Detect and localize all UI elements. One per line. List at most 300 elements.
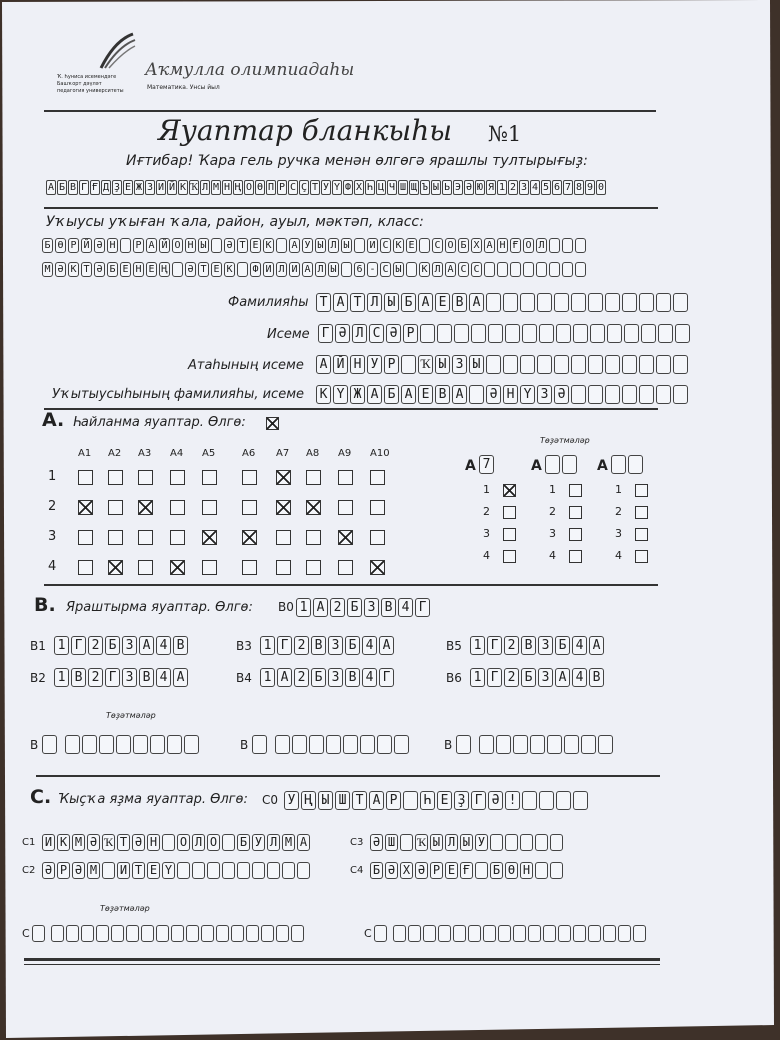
b-correction-cell[interactable] xyxy=(275,735,290,754)
teacher-char-cell[interactable]: А xyxy=(401,385,416,404)
patronymic-char-cell[interactable] xyxy=(588,355,603,374)
surname-char-cell[interactable] xyxy=(656,293,671,312)
teacher-char-cell[interactable]: Е xyxy=(418,385,433,404)
c-answer-char-cell[interactable] xyxy=(550,862,563,879)
c-correction-cell[interactable] xyxy=(66,925,79,942)
b-correction-cells[interactable] xyxy=(42,735,201,754)
b-answer-char-cell[interactable]: В xyxy=(173,636,188,655)
surname-char-cell[interactable] xyxy=(520,293,535,312)
school-char-cell[interactable] xyxy=(549,262,560,277)
teacher-char-cell[interactable]: Н xyxy=(503,385,518,404)
name-char-cell[interactable] xyxy=(522,324,537,343)
b-answer-char-cell[interactable]: А xyxy=(589,636,604,655)
c-correction-cell[interactable] xyxy=(51,925,64,942)
c-answer-char-cell[interactable]: Ә xyxy=(72,862,85,879)
teacher-char-cell[interactable]: Ә xyxy=(486,385,501,404)
patronymic-field[interactable] xyxy=(316,355,690,374)
c-correction-cells[interactable] xyxy=(32,925,306,942)
school-char-cell[interactable]: Ы xyxy=(198,238,209,253)
c-correction-cell[interactable] xyxy=(141,925,154,942)
b-answer-char-cell[interactable]: 2 xyxy=(294,636,309,655)
patronymic-char-cell[interactable]: Й xyxy=(333,355,348,374)
school-char-cell[interactable]: Р xyxy=(133,238,144,253)
answer-checkbox[interactable] xyxy=(306,470,321,485)
surname-field[interactable] xyxy=(316,293,690,312)
answer-checkbox[interactable] xyxy=(338,500,353,515)
c-answer-char-cell[interactable] xyxy=(297,862,310,879)
b-correction-cell[interactable] xyxy=(598,735,613,754)
c-answer-char-cell[interactable] xyxy=(237,862,250,879)
answer-checkbox[interactable] xyxy=(242,530,257,545)
b-correction-cell[interactable] xyxy=(309,735,324,754)
c-correction-cell[interactable] xyxy=(618,925,631,942)
patronymic-char-cell[interactable] xyxy=(486,355,501,374)
b-answer-char-cell[interactable]: Б xyxy=(521,668,536,687)
answer-checkbox[interactable] xyxy=(170,470,185,485)
c-answer-char-cell[interactable] xyxy=(162,834,175,851)
b-correction-cell[interactable] xyxy=(360,735,375,754)
b-correction-cell[interactable] xyxy=(292,735,307,754)
teacher-char-cell[interactable]: А xyxy=(452,385,467,404)
c-correction-cell[interactable] xyxy=(573,925,586,942)
correction-checkbox[interactable] xyxy=(635,484,648,497)
b-answer-char-cell[interactable]: Г xyxy=(71,636,86,655)
c-answer-char-cell[interactable] xyxy=(490,834,503,851)
b-answer-char-cell[interactable]: Б xyxy=(345,636,360,655)
c-answer-char-cell[interactable]: Ә xyxy=(42,862,55,879)
c-answer-char-cell[interactable]: М xyxy=(282,834,295,851)
school-char-cell[interactable]: О xyxy=(445,238,456,253)
c-answer-char-cell[interactable]: И xyxy=(117,862,130,879)
c-answer-char-cell[interactable] xyxy=(505,834,518,851)
correction-checkbox[interactable] xyxy=(569,528,582,541)
c-answer-char-cell[interactable]: Н xyxy=(147,834,160,851)
b-answer-char-cell[interactable]: 3 xyxy=(538,668,553,687)
name-char-cell[interactable]: Г xyxy=(318,324,333,343)
school-char-cell[interactable]: Т xyxy=(237,238,248,253)
b-answer-char-cell[interactable]: 1 xyxy=(470,636,485,655)
answer-checkbox[interactable] xyxy=(242,560,257,575)
c-correction-cell[interactable] xyxy=(216,925,229,942)
c-correction-cell[interactable] xyxy=(423,925,436,942)
b-correction-cell[interactable] xyxy=(547,735,562,754)
answer-checkbox[interactable] xyxy=(108,530,123,545)
c-answer-char-cell[interactable]: К xyxy=(57,834,70,851)
patronymic-char-cell[interactable]: З xyxy=(452,355,467,374)
correction-checkbox[interactable] xyxy=(569,484,582,497)
patronymic-char-cell[interactable] xyxy=(656,355,671,374)
c-answer-cells[interactable] xyxy=(42,834,312,851)
name-char-cell[interactable] xyxy=(505,324,520,343)
answer-checkbox[interactable] xyxy=(78,470,93,485)
b-answer-char-cell[interactable]: 1 xyxy=(260,668,275,687)
school-char-cell[interactable]: Н xyxy=(133,262,144,277)
b-answer-char-cell[interactable]: 3 xyxy=(328,668,343,687)
school-char-cell[interactable] xyxy=(549,238,560,253)
school-char-cell[interactable]: О xyxy=(523,238,534,253)
teacher-char-cell[interactable] xyxy=(469,385,484,404)
c-correction-cell[interactable] xyxy=(246,925,259,942)
b-answer-char-cell[interactable]: В xyxy=(345,668,360,687)
c-correction-cell[interactable] xyxy=(393,925,406,942)
answer-checkbox[interactable] xyxy=(370,500,385,515)
name-char-cell[interactable] xyxy=(454,324,469,343)
school-char-cell[interactable]: - xyxy=(367,262,378,277)
correction-code-cell[interactable] xyxy=(562,455,577,474)
surname-char-cell[interactable] xyxy=(588,293,603,312)
b-answer-char-cell[interactable]: 3 xyxy=(122,636,137,655)
answer-checkbox[interactable] xyxy=(170,500,185,515)
teacher-char-cell[interactable]: Ү xyxy=(520,385,535,404)
b-answer-cells[interactable] xyxy=(54,636,190,655)
correction-code-cell[interactable] xyxy=(545,455,560,474)
b-correction-cells[interactable] xyxy=(252,735,411,754)
surname-char-cell[interactable] xyxy=(486,293,501,312)
c-answer-char-cell[interactable]: Ш xyxy=(385,834,398,851)
answer-checkbox[interactable] xyxy=(370,560,385,575)
name-char-cell[interactable] xyxy=(573,324,588,343)
surname-char-cell[interactable]: Л xyxy=(367,293,382,312)
school-char-cell[interactable]: Ы xyxy=(341,238,352,253)
school-char-cell[interactable]: Ы xyxy=(393,262,404,277)
name-char-cell[interactable] xyxy=(658,324,673,343)
b-answer-char-cell[interactable]: 4 xyxy=(156,636,171,655)
c-answer-char-cell[interactable] xyxy=(400,834,413,851)
school-char-cell[interactable] xyxy=(172,262,183,277)
c-correction-cell[interactable] xyxy=(543,925,556,942)
school-char-cell[interactable]: Е xyxy=(250,238,261,253)
school-char-cell[interactable]: Ғ xyxy=(510,238,521,253)
c-answer-char-cell[interactable] xyxy=(535,862,548,879)
answer-checkbox[interactable] xyxy=(170,560,185,575)
school-char-cell[interactable] xyxy=(523,262,534,277)
answer-checkbox[interactable] xyxy=(370,470,385,485)
correction-checkbox[interactable] xyxy=(635,528,648,541)
b-answer-char-cell[interactable]: А xyxy=(277,668,292,687)
c-answer-char-cell[interactable] xyxy=(520,834,533,851)
school-char-cell[interactable]: Б xyxy=(107,262,118,277)
patronymic-char-cell[interactable] xyxy=(571,355,586,374)
c-correction-cell[interactable] xyxy=(201,925,214,942)
b-answer-char-cell[interactable]: 2 xyxy=(88,636,103,655)
c-correction-cell[interactable] xyxy=(291,925,304,942)
surname-char-cell[interactable] xyxy=(537,293,552,312)
school-char-cell[interactable]: И xyxy=(263,262,274,277)
b-correction-cell[interactable] xyxy=(65,735,80,754)
c-answer-char-cell[interactable] xyxy=(207,862,220,879)
school-char-cell[interactable]: С xyxy=(380,262,391,277)
b-answer-char-cell[interactable]: 3 xyxy=(538,636,553,655)
school-char-cell[interactable]: А xyxy=(302,262,313,277)
school-char-cell[interactable] xyxy=(237,262,248,277)
c-answer-char-cell[interactable]: Р xyxy=(57,862,70,879)
b-answer-char-cell[interactable]: 2 xyxy=(294,668,309,687)
answer-checkbox[interactable] xyxy=(338,470,353,485)
b-answer-char-cell[interactable]: 3 xyxy=(122,668,137,687)
correction-code-cell[interactable]: 7 xyxy=(479,455,494,474)
surname-char-cell[interactable] xyxy=(571,293,586,312)
c-correction-cells[interactable] xyxy=(374,925,648,942)
school-char-cell[interactable]: Х xyxy=(471,238,482,253)
school-char-cell[interactable] xyxy=(419,238,430,253)
answer-checkbox[interactable] xyxy=(78,500,93,515)
b-answer-cells[interactable] xyxy=(470,636,606,655)
c-answer-char-cell[interactable]: Ы xyxy=(430,834,443,851)
c-correction-cell[interactable] xyxy=(231,925,244,942)
name-char-cell[interactable] xyxy=(556,324,571,343)
b-correction-cell[interactable] xyxy=(167,735,182,754)
name-char-cell[interactable] xyxy=(607,324,622,343)
b-answer-char-cell[interactable]: 2 xyxy=(88,668,103,687)
b-correction-cell[interactable] xyxy=(42,735,57,754)
answer-checkbox[interactable] xyxy=(202,500,217,515)
name-char-cell[interactable] xyxy=(624,324,639,343)
school-char-cell[interactable] xyxy=(484,262,495,277)
school-char-cell[interactable]: А xyxy=(445,262,456,277)
school-char-cell[interactable]: К xyxy=(224,262,235,277)
b-answer-char-cell[interactable]: 4 xyxy=(572,636,587,655)
school-char-cell[interactable]: Б xyxy=(458,238,469,253)
patronymic-char-cell[interactable]: А xyxy=(316,355,331,374)
c-correction-cell[interactable] xyxy=(483,925,496,942)
name-char-cell[interactable] xyxy=(675,324,690,343)
school-char-cell[interactable]: Н xyxy=(497,238,508,253)
school-char-cell[interactable]: Б xyxy=(42,238,53,253)
school-char-cell[interactable]: К xyxy=(419,262,430,277)
c-answer-char-cell[interactable]: М xyxy=(87,862,100,879)
school-char-cell[interactable]: Й xyxy=(81,238,92,253)
c-answer-char-cell[interactable] xyxy=(267,862,280,879)
teacher-char-cell[interactable]: Ү xyxy=(333,385,348,404)
c-correction-cell[interactable] xyxy=(186,925,199,942)
c-answer-char-cell[interactable]: Ҡ xyxy=(103,835,114,849)
b-answer-char-cell[interactable]: А xyxy=(379,636,394,655)
b-answer-char-cell[interactable]: В xyxy=(71,668,86,687)
surname-char-cell[interactable] xyxy=(673,293,688,312)
c-correction-cell[interactable] xyxy=(498,925,511,942)
school-char-cell[interactable]: Е xyxy=(120,262,131,277)
b-answer-cells[interactable] xyxy=(260,636,396,655)
teacher-char-cell[interactable] xyxy=(622,385,637,404)
teacher-char-cell[interactable] xyxy=(605,385,620,404)
c-answer-char-cell[interactable]: Р xyxy=(430,862,443,879)
school-char-cell[interactable]: А xyxy=(146,238,157,253)
c-answer-char-cell[interactable]: Ғ xyxy=(460,862,473,879)
b-answer-char-cell[interactable]: В xyxy=(139,668,154,687)
name-char-cell[interactable]: Ә xyxy=(335,324,350,343)
c-correction-cell[interactable] xyxy=(633,925,646,942)
name-char-cell[interactable]: Ә xyxy=(386,324,401,343)
b-correction-cell[interactable] xyxy=(252,735,267,754)
name-char-cell[interactable] xyxy=(420,324,435,343)
patronymic-char-cell[interactable]: Н xyxy=(350,355,365,374)
b-answer-char-cell[interactable]: 1 xyxy=(54,636,69,655)
surname-char-cell[interactable] xyxy=(503,293,518,312)
correction-checkbox[interactable] xyxy=(503,506,516,519)
teacher-char-cell[interactable]: В xyxy=(435,385,450,404)
b-answer-char-cell[interactable]: 4 xyxy=(362,668,377,687)
surname-char-cell[interactable]: А xyxy=(418,293,433,312)
school-char-cell[interactable]: Н xyxy=(185,238,196,253)
teacher-char-cell[interactable] xyxy=(656,385,671,404)
c-correction-cell[interactable] xyxy=(588,925,601,942)
patronymic-char-cell[interactable] xyxy=(673,355,688,374)
c-correction-cell[interactable] xyxy=(96,925,109,942)
surname-char-cell[interactable] xyxy=(605,293,620,312)
c-answer-char-cell[interactable]: Т xyxy=(132,862,145,879)
c-answer-char-cell[interactable]: А xyxy=(297,834,310,851)
name-field[interactable] xyxy=(318,324,692,343)
surname-char-cell[interactable]: Б xyxy=(401,293,416,312)
answer-checkbox[interactable] xyxy=(276,560,291,575)
c-answer-char-cell[interactable]: Ү xyxy=(162,862,175,879)
b-answer-char-cell[interactable]: Г xyxy=(277,636,292,655)
name-char-cell[interactable]: С xyxy=(369,324,384,343)
answer-checkbox[interactable] xyxy=(242,500,257,515)
answer-checkbox[interactable] xyxy=(78,560,93,575)
answer-checkbox[interactable] xyxy=(78,530,93,545)
school-field-line1[interactable] xyxy=(42,238,588,253)
c-answer-char-cell[interactable]: Е xyxy=(445,862,458,879)
c-answer-char-cell[interactable]: Х xyxy=(400,862,413,879)
answer-checkbox[interactable] xyxy=(338,530,353,545)
c-answer-char-cell[interactable] xyxy=(252,862,265,879)
answer-checkbox[interactable] xyxy=(138,470,153,485)
b-answer-char-cell[interactable]: А xyxy=(139,636,154,655)
patronymic-char-cell[interactable]: Ҡ xyxy=(418,355,433,374)
school-char-cell[interactable]: Ә xyxy=(185,262,196,277)
name-char-cell[interactable] xyxy=(488,324,503,343)
school-char-cell[interactable]: Р xyxy=(68,238,79,253)
patronymic-char-cell[interactable] xyxy=(503,355,518,374)
c-answer-char-cell[interactable]: Е xyxy=(147,862,160,879)
b-correction-cell[interactable] xyxy=(513,735,528,754)
patronymic-char-cell[interactable] xyxy=(554,355,569,374)
b-correction-cell[interactable] xyxy=(394,735,409,754)
school-char-cell[interactable]: С xyxy=(458,262,469,277)
school-char-cell[interactable]: К xyxy=(263,238,274,253)
b-answer-char-cell[interactable]: Г xyxy=(487,636,502,655)
surname-char-cell[interactable] xyxy=(639,293,654,312)
school-char-cell[interactable]: О xyxy=(172,238,183,253)
c-answer-char-cell[interactable]: Н xyxy=(520,862,533,879)
c-answer-char-cell[interactable] xyxy=(282,862,295,879)
school-char-cell[interactable] xyxy=(497,262,508,277)
name-char-cell[interactable] xyxy=(641,324,656,343)
school-char-cell[interactable] xyxy=(510,262,521,277)
school-char-cell[interactable] xyxy=(276,238,287,253)
teacher-char-cell[interactable]: К xyxy=(316,385,331,404)
school-char-cell[interactable] xyxy=(575,238,586,253)
school-char-cell[interactable]: Е xyxy=(406,238,417,253)
c-correction-cell[interactable] xyxy=(32,925,45,942)
c-answer-char-cell[interactable]: Ә xyxy=(87,834,100,851)
patronymic-char-cell[interactable]: Ы xyxy=(469,355,484,374)
name-char-cell[interactable] xyxy=(539,324,554,343)
school-char-cell[interactable]: Ә xyxy=(224,238,235,253)
c-correction-cell[interactable] xyxy=(468,925,481,942)
c-answer-char-cell[interactable]: Б xyxy=(370,862,383,879)
teacher-char-cell[interactable]: А xyxy=(367,385,382,404)
b-answer-char-cell[interactable]: 4 xyxy=(362,636,377,655)
c-correction-cell[interactable] xyxy=(603,925,616,942)
c-correction-cell[interactable] xyxy=(111,925,124,942)
c-answer-cells[interactable] xyxy=(370,862,565,879)
school-char-cell[interactable]: Л xyxy=(276,262,287,277)
c-answer-char-cell[interactable]: У xyxy=(475,834,488,851)
school-char-cell[interactable]: И xyxy=(289,262,300,277)
b-correction-cell[interactable] xyxy=(377,735,392,754)
patronymic-char-cell[interactable] xyxy=(639,355,654,374)
b-answer-char-cell[interactable]: 1 xyxy=(54,668,69,687)
patronymic-char-cell[interactable]: У xyxy=(367,355,382,374)
c-correction-cell[interactable] xyxy=(558,925,571,942)
school-char-cell[interactable]: К xyxy=(68,262,79,277)
c-answer-char-cell[interactable] xyxy=(535,834,548,851)
surname-char-cell[interactable]: Ы xyxy=(384,293,399,312)
teacher-char-cell[interactable]: Ж xyxy=(350,385,365,404)
correction-checkbox[interactable] xyxy=(569,550,582,563)
b-answer-char-cell[interactable]: А xyxy=(555,668,570,687)
teacher-field[interactable] xyxy=(316,385,690,404)
teacher-char-cell[interactable] xyxy=(673,385,688,404)
answer-checkbox[interactable] xyxy=(108,500,123,515)
c-answer-char-cell[interactable]: Л xyxy=(445,834,458,851)
b-answer-char-cell[interactable]: В xyxy=(589,668,604,687)
b-answer-char-cell[interactable]: Г xyxy=(379,668,394,687)
c-answer-char-cell[interactable]: О xyxy=(207,834,220,851)
patronymic-char-cell[interactable] xyxy=(520,355,535,374)
answer-checkbox[interactable] xyxy=(138,530,153,545)
teacher-char-cell[interactable] xyxy=(588,385,603,404)
patronymic-char-cell[interactable] xyxy=(401,355,416,374)
answer-checkbox[interactable] xyxy=(306,560,321,575)
answer-checkbox[interactable] xyxy=(170,530,185,545)
school-char-cell[interactable] xyxy=(341,262,352,277)
b-correction-cell[interactable] xyxy=(184,735,199,754)
school-char-cell[interactable]: Е xyxy=(211,262,222,277)
answer-checkbox[interactable] xyxy=(242,470,257,485)
b-answer-char-cell[interactable]: 1 xyxy=(260,636,275,655)
c-correction-cell[interactable] xyxy=(374,925,387,942)
teacher-char-cell[interactable] xyxy=(571,385,586,404)
answer-checkbox[interactable] xyxy=(202,530,217,545)
c-answer-char-cell[interactable]: Ө xyxy=(505,862,518,879)
school-char-cell[interactable]: Ә xyxy=(55,262,66,277)
b-answer-cells[interactable] xyxy=(260,668,396,687)
school-char-cell[interactable]: Й xyxy=(159,238,170,253)
school-char-cell[interactable]: Е xyxy=(146,262,157,277)
answer-checkbox[interactable] xyxy=(108,470,123,485)
school-char-cell[interactable]: Н xyxy=(107,238,118,253)
patronymic-char-cell[interactable] xyxy=(537,355,552,374)
school-char-cell[interactable]: С xyxy=(432,238,443,253)
c-answer-char-cell[interactable]: Ы xyxy=(460,834,473,851)
c-correction-cell[interactable] xyxy=(171,925,184,942)
patronymic-char-cell[interactable]: Ы xyxy=(435,355,450,374)
surname-char-cell[interactable]: Т xyxy=(316,293,331,312)
answer-checkbox[interactable] xyxy=(276,500,291,515)
surname-char-cell[interactable]: В xyxy=(452,293,467,312)
school-char-cell[interactable]: А xyxy=(289,238,300,253)
b-answer-char-cell[interactable]: Г xyxy=(487,668,502,687)
c-answer-char-cell[interactable] xyxy=(177,862,190,879)
c-answer-char-cell[interactable]: Ә xyxy=(415,862,428,879)
school-char-cell[interactable]: Л xyxy=(432,262,443,277)
school-char-cell[interactable]: Л xyxy=(315,262,326,277)
b-correction-cell[interactable] xyxy=(581,735,596,754)
c-answer-char-cell[interactable] xyxy=(222,834,235,851)
